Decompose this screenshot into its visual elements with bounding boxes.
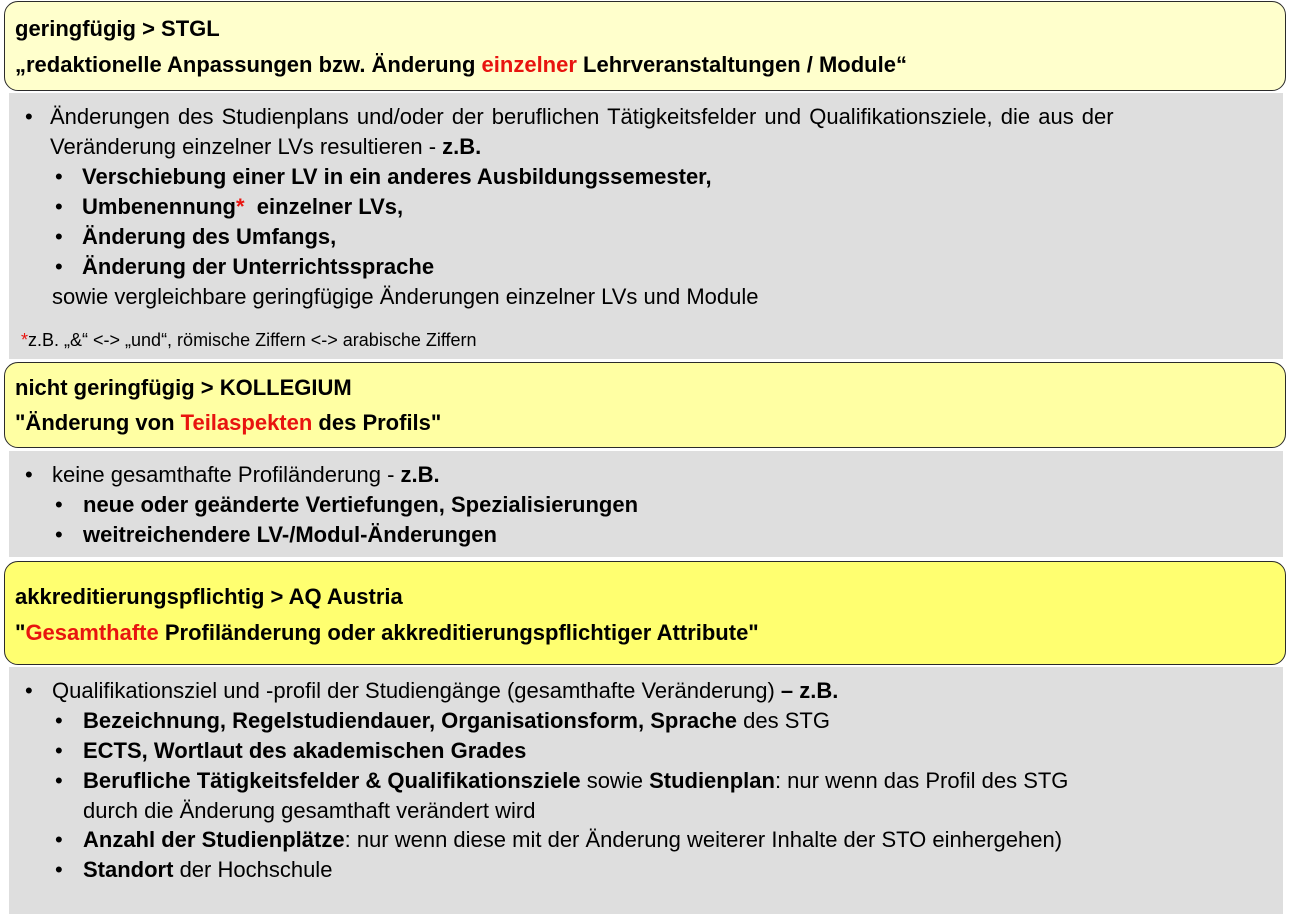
footnote-star: *	[21, 330, 29, 350]
section-stgl-header	[4, 1, 1286, 91]
section-kollegium-subtitle	[15, 410, 441, 436]
stgl-footnote	[21, 327, 477, 353]
text: einzelner LVs,	[256, 194, 404, 219]
footnote-star: *	[236, 194, 245, 219]
bullet: •	[25, 462, 33, 487]
text: der Hochschule	[173, 857, 333, 882]
kollegium-item: weitreichendere LV-/Modul-Änderungen	[83, 522, 497, 547]
text: Veränderung einzelner LVs resultieren -	[50, 134, 443, 159]
aq-item-continued: durch die Änderung gesamthaft verändert wird	[83, 798, 536, 823]
section-aq-header	[4, 561, 1286, 665]
stgl-desc-line2	[50, 134, 481, 160]
bullet: •	[55, 708, 63, 733]
text-bold: Standort	[83, 857, 174, 882]
subtitle-highlight: Gesamthafte	[25, 620, 159, 645]
bullet: •	[55, 827, 63, 852]
stgl-item: Änderung der Unterrichtssprache	[82, 254, 435, 279]
section-stgl-subtitle	[15, 52, 907, 78]
section-stgl-title: geringfügig > STGL	[15, 16, 220, 41]
text: Umbenennung	[82, 194, 236, 219]
subtitle-highlight: einzelner	[481, 52, 577, 77]
stgl-desc-line1: Änderungen des Studienplans und/oder der beruflichen Tätigkeitsfelder und Qualifikationsziele, die aus der	[50, 104, 1114, 129]
kollegium-item: neue oder geänderte Vertiefungen, Spezialisierungen	[83, 492, 639, 517]
section-kollegium-panel	[9, 451, 1283, 557]
text-bold: z.B.	[442, 134, 482, 159]
kollegium-desc	[52, 462, 440, 488]
text-bold: – z.B.	[780, 678, 839, 703]
section-aq-title: akkreditierungspflichtig > AQ Austria	[15, 584, 403, 609]
section-aq-subtitle	[15, 620, 759, 646]
text: keine gesamthafte Profiländerung -	[52, 462, 401, 487]
text: Qualifikationsziel und -profil der Studiengänge (gesamthafte Veränderung)	[52, 678, 781, 703]
bullet: •	[25, 678, 33, 703]
bullet: •	[55, 738, 63, 763]
subtitle-part: Lehrveranstaltungen / Module“	[576, 52, 907, 77]
text-bold: Studienplan	[649, 768, 775, 793]
bullet: •	[55, 522, 63, 547]
text: sowie	[580, 768, 650, 793]
stgl-item: Verschiebung einer LV in ein anderes Ausbildungssemester,	[82, 164, 712, 189]
section-stgl-panel	[9, 93, 1283, 359]
aq-item: ECTS, Wortlaut des akademischen Grades	[83, 738, 527, 763]
section-kollegium-title: nicht geringfügig > KOLLEGIUM	[15, 375, 352, 400]
text: z.B. „&“ <-> „und“, römische Ziffern <-> arabische Ziffern	[28, 330, 477, 350]
bullet: •	[55, 254, 63, 279]
text-bold: z.B.	[400, 462, 440, 487]
section-kollegium-header	[4, 362, 1286, 448]
text: : nur wenn das Profil des STG	[774, 768, 1069, 793]
aq-item	[83, 768, 1068, 794]
subtitle-part: "	[15, 620, 26, 645]
bullet: •	[55, 224, 63, 249]
bullet: •	[25, 104, 33, 129]
subtitle-highlight: Teilaspekten	[180, 410, 313, 435]
subtitle-part: „redaktionelle Anpassungen bzw. Änderung	[15, 52, 482, 77]
subtitle-part: Profiländerung oder akkreditierungspflichtiger Attribute"	[158, 620, 759, 645]
aq-desc	[52, 678, 838, 704]
bullet: •	[55, 857, 63, 882]
text: : nur wenn diese mit der Änderung weiterer Inhalte der STO einhergehen)	[344, 827, 1063, 852]
text-bold: Berufliche Tätigkeitsfelder & Qualifikationsziele	[83, 768, 581, 793]
aq-item	[83, 857, 332, 883]
stgl-closing: sowie vergleichbare geringfügige Änderungen einzelner LVs und Module	[52, 284, 759, 309]
aq-item	[83, 827, 1062, 853]
subtitle-part: "Änderung von	[15, 410, 181, 435]
aq-item	[83, 708, 830, 734]
text-bold: Bezeichnung, Regelstudiendauer, Organisationsform, Sprache	[83, 708, 738, 733]
bullet: •	[55, 164, 63, 189]
bullet: •	[55, 768, 63, 793]
bullet: •	[55, 492, 63, 517]
bullet: •	[55, 194, 63, 219]
text: des STG	[737, 708, 830, 733]
text-bold: Anzahl der Studienplätze	[83, 827, 345, 852]
subtitle-part: des Profils"	[312, 410, 442, 435]
section-aq-panel	[9, 667, 1283, 914]
stgl-item	[82, 194, 403, 220]
stgl-item: Änderung des Umfangs,	[82, 224, 337, 249]
